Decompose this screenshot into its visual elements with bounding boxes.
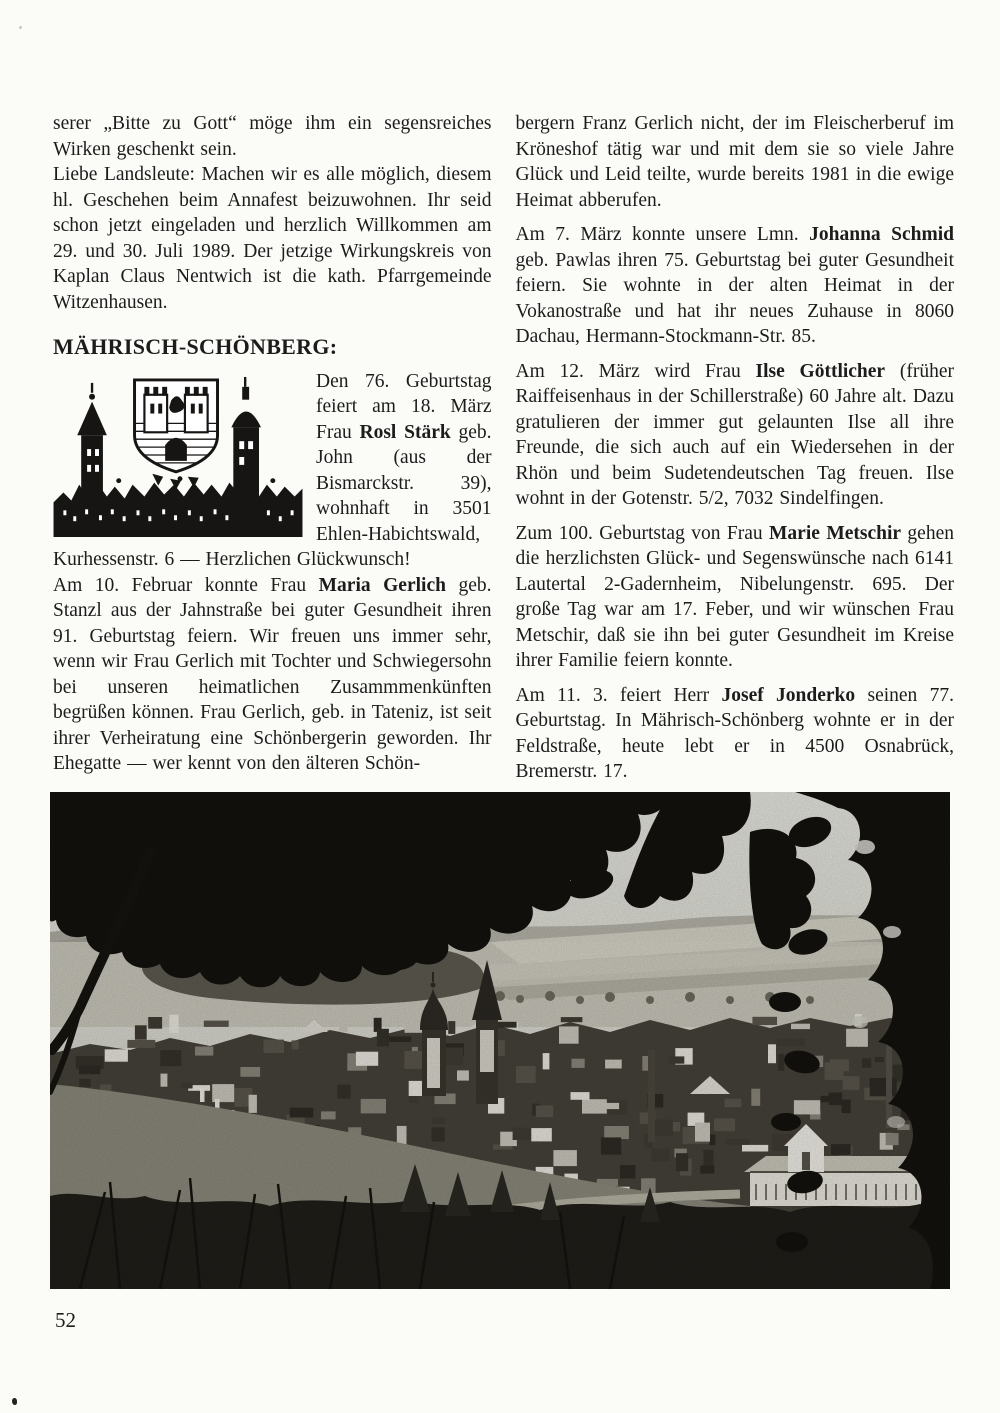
person-name: Marie Metschir xyxy=(769,522,902,544)
person-name: Rosl Stärk xyxy=(359,421,451,443)
paragraph-annafest-invitation xyxy=(53,162,492,315)
text-run: serer „Bitte zu Gott“ möge ihm ein segensreiches Wirken geschenkt sein. xyxy=(53,113,492,160)
paragraph-marie-metschir xyxy=(516,521,955,674)
text-run: gehen die herzlichsten Glück- und Segenswünsche nach 6141 Lautertal 2-Gadernheim, Nibelungenstr. 695. Der große Tag war am 17. Feber, und wir wünschen Frau Metschir, daß sie ihn bei guter Gesundheit im Kreise ihrer Familie feiern konnte. xyxy=(515,522,954,671)
right-column xyxy=(516,111,955,785)
text-run: Am 12. März wird Frau xyxy=(515,360,756,382)
person-name: Johanna Schmid xyxy=(809,224,955,245)
text-run: Den 76. Geburtstag feiert am 18. März Frau xyxy=(316,370,492,443)
text-run: geb. Pawlas ihren 75. Geburtstag bei guter Gesundheit feiern. Sie wohnte in der alten Heimat in der Vokanostraße und hat ihr neues Zuhause in 8060 Dachau, Hermann-Stockmann-Str. 85. xyxy=(515,249,954,347)
paragraph-josef-jonderko xyxy=(516,683,955,785)
town-crest-illustration xyxy=(53,374,303,537)
text-run: bergern Franz Gerlich nicht, der im Fleischerberuf im Kröneshof tätig war und mit dem sie so viele Jahre Glück und Leid teilte, wurde bereits 1981 in die ewige Heimat abberufen. xyxy=(515,113,954,211)
person-name: Maria Gerlich xyxy=(318,574,446,596)
section-heading: MÄHRISCH-SCHÖNBERG: xyxy=(53,334,338,359)
text-run: Am 10. Februar konnte Frau xyxy=(53,574,319,596)
text-run: (früher Raiffeisenhaus in der Schillerstraße) 60 Jahre alt. Dazu gratulieren der immer gut gelaunten Ilse all ihre Freunde, die sich auch auf ein Wiedersehen in der Rhön und beim Sudetendeutschen Tag freuen. Ilse wohnt in der Gotenstr. 5/2, 7032 Sindelfingen. xyxy=(515,360,954,509)
paragraph-rosl-staerk xyxy=(53,369,492,573)
coat-of-arms-shield xyxy=(133,379,220,489)
text-run: Zum 100. Geburtstag von Frau xyxy=(515,522,770,544)
panorama-photograph xyxy=(50,792,950,1289)
text-run: Am 7. März konnte unsere Lmn. xyxy=(515,224,810,245)
text-run: geb. John (aus der Bismarckstr. 39), wohnhaft in 3501 Ehlen-Habichtswald, Kurhessenstr. 6 — Herzlichen Glückwunsch! xyxy=(53,421,492,570)
town-panorama-photo xyxy=(50,792,950,1289)
paragraph-franz-gerlich xyxy=(516,111,955,213)
person-name: Ilse Göttlicher xyxy=(755,360,886,382)
paragraph-ilse-goettlicher xyxy=(516,359,955,512)
text-run: seinen 77. Geburtstag. In Mährisch-Schönberg wohnte er in der Feldstraße, heute lebt er in 4500 Osnabrück, Bremerstr. 17. xyxy=(515,684,954,782)
person-name: Josef Jonderko xyxy=(721,684,856,706)
text-run: geb. Stanzl aus der Jahnstraße bei guter Gesundheit ihren 91. Geburtstag feiern. Wir freuen uns immer sehr, wenn wir Frau Gerlich mit Tochter und Schwiegersohn bei unseren heimatlichen Zusammmenkünften begrüßen können. Frau Gerlich, geb. in Tateniz, ist seit ihrer Verheiratung eine Schönbergerin geworden. Ihr Ehegatte — wer kennt von den älteren Schön- xyxy=(53,574,492,774)
page-number: 52 xyxy=(55,1308,76,1332)
paragraph-annafest-intro xyxy=(53,111,492,162)
text-run: Liebe Landsleute: Machen wir es alle möglich, diesem hl. Geschehen beim Annafest beizuwohnen. Ihr seid schon jetzt eingeladen und herzlich Willkommen am 29. und 30. Juli 1989. Der jetzige Wirkungskreis von Kaplan Claus Nentwich ist die kath. Pfarrgemeinde Witzenhausen. xyxy=(53,164,492,313)
photo-grain xyxy=(50,792,950,1289)
paragraph-johanna-schmid xyxy=(516,222,955,350)
paragraph-maria-gerlich xyxy=(53,573,492,777)
article-body xyxy=(53,111,954,785)
scan-artifact-dot xyxy=(12,1398,17,1405)
scan-artifact-speck xyxy=(19,26,22,29)
left-column xyxy=(53,111,492,785)
text-run: Am 11. 3. feiert Herr xyxy=(515,684,722,706)
